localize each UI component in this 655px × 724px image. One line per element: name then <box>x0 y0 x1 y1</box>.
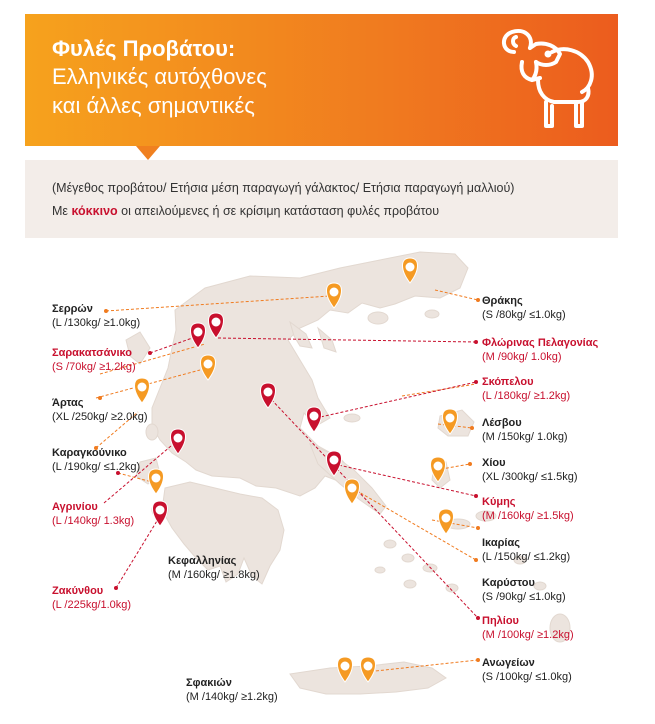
breed-label-skopelos: Σκόπελου (L /180kg/ ≥1.2kg) <box>482 376 571 402</box>
breed-label-thrace: Θράκης (S /80kg/ ≤1.0kg) <box>482 295 566 321</box>
legend-suffix: οι απειλούμενες ή σε κρίσιμη κατάσταση φυλές προβάτου <box>121 204 440 218</box>
breed-label-kymi: Κύμης (M /160kg/ ≥1.5kg) <box>482 496 574 522</box>
pin-ikaria <box>439 509 454 534</box>
title-line-3: και άλλες σημαντικές <box>52 93 255 118</box>
breed-label-serres: Σερρών (L /130kg/ ≥1.0kg) <box>52 303 141 329</box>
title-line-1: Φυλές Προβάτου: <box>52 36 236 61</box>
breed-label-anogeia: Ανωγείων (S /100kg/ ≤1.0kg) <box>482 657 572 683</box>
pin-karystos <box>345 479 360 504</box>
banner-notch <box>136 146 160 160</box>
breed-label-sarakatsaniko: Σαρακατσάνικο (S /70kg/ ≥1.2kg) <box>52 347 136 373</box>
pin-kefalonia <box>149 469 164 494</box>
breed-label-florina: Φλώρινας Πελαγονίας (M /90kg/ 1.0kg) <box>482 337 599 363</box>
breed-label-agrinio: Αγρινίου (L /140kg/ 1.3kg) <box>52 501 135 527</box>
breed-label-artas: Άρτας (XL /250kg/ ≥2.0kg) <box>52 397 148 423</box>
breed-label-pilio: Πηλίου (M /100kg/ ≥1.2kg) <box>482 615 574 641</box>
breed-label-zakynthos: Ζακύνθου (L /225kg/1.0kg) <box>52 585 132 611</box>
legend-threat-note <box>52 204 439 218</box>
breed-label-karystos: Καρύστου (S /90kg/ ≤1.0kg) <box>482 577 566 603</box>
pin-skopelos <box>307 407 322 432</box>
breed-label-lesvos: Λέσβου (M /150kg/ 1.0kg) <box>482 417 568 443</box>
breed-label-ikaria: Ικαρίας (L /150kg/ ≤1.2kg) <box>482 537 571 563</box>
breed-label-karagouniko: Καραγκούνικο (L /190kg/ ≤1.2kg) <box>52 447 141 473</box>
legend-prefix: Με <box>52 204 68 218</box>
title-line-2: Ελληνικές αυτόχθονες <box>52 64 267 89</box>
legend-units: (Μέγεθος προβάτου/ Ετήσια μέση παραγωγή γάλακτος/ Ετήσια παραγωγή μαλλιού) <box>52 181 515 195</box>
pin-zakynthos <box>153 501 168 526</box>
breed-label-chios: Χίου (XL /300kg/ ≤1.5kg) <box>482 457 578 483</box>
ram-head-icon <box>494 22 604 134</box>
breed-label-kefalonia: Κεφαλληνίας (M /160kg/ ≥1.8kg) <box>168 555 260 581</box>
legend-red-word: κόκκινο <box>71 204 118 218</box>
breed-label-sfakia: Σφακιών (M /140kg/ ≥1.2kg) <box>186 677 278 703</box>
legend-box <box>25 160 618 238</box>
